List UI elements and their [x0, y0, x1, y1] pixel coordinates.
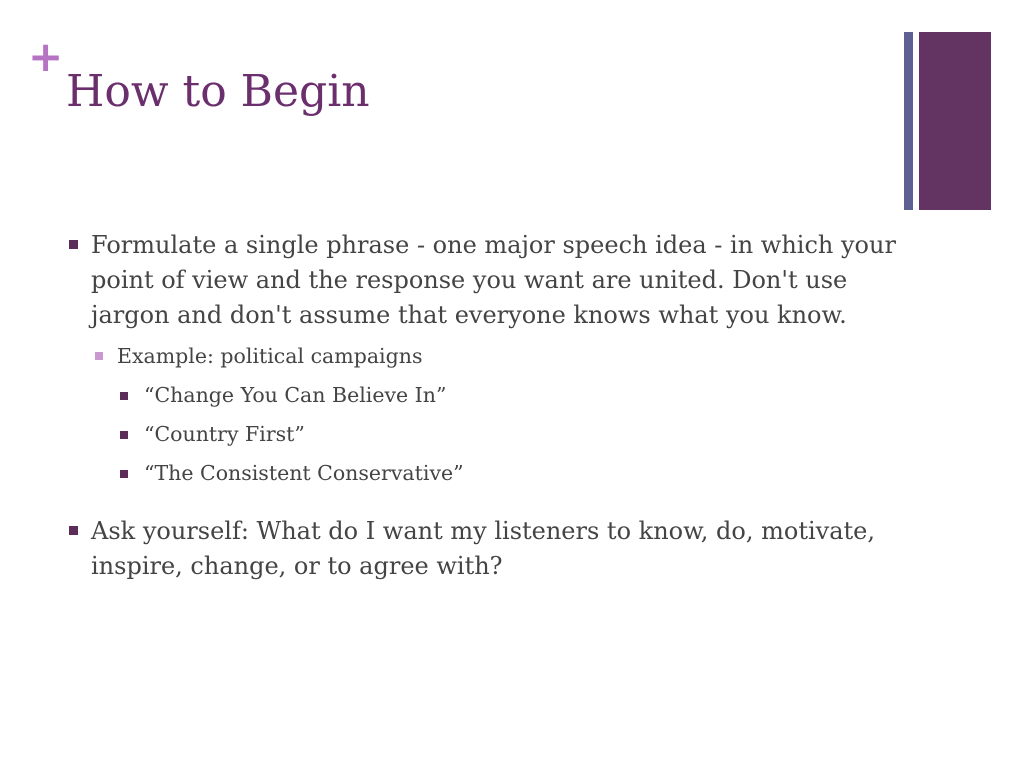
bullet-text: Ask yourself: What do I want my listeners to know, do, motivate, inspire, change, or to agree with? — [91, 517, 875, 580]
slogan-text: “The Consistent Conservative” — [144, 461, 464, 485]
accent-bar-wide — [919, 32, 991, 210]
square-bullet-icon — [69, 240, 78, 249]
sub-bullet-text: Example: political campaigns — [117, 344, 423, 368]
square-bullet-icon — [120, 431, 128, 439]
slogan-item — [66, 458, 906, 488]
square-bullet-icon — [69, 526, 78, 535]
slide-body — [66, 228, 906, 584]
slogan-item — [66, 380, 906, 410]
sub-bullet-example — [66, 341, 906, 371]
accent-bar-thin — [904, 32, 913, 210]
slogan-text: “Change You Can Believe In” — [144, 383, 447, 407]
slogan-text: “Country First” — [144, 422, 305, 446]
bullet-text: Formulate a single phrase - one major speech idea - in which your point of view and the response you want are united. Don't use jargon and don't assume that everyone knows what you know. — [91, 231, 896, 329]
bullet-item-ask-yourself — [66, 514, 906, 584]
slogan-item — [66, 419, 906, 449]
slide-title: How to Begin — [66, 66, 370, 117]
square-bullet-icon — [95, 352, 103, 360]
square-bullet-icon — [120, 392, 128, 400]
bullet-item-main-idea — [66, 228, 906, 333]
square-bullet-icon — [120, 470, 128, 478]
plus-icon: + — [28, 32, 64, 81]
